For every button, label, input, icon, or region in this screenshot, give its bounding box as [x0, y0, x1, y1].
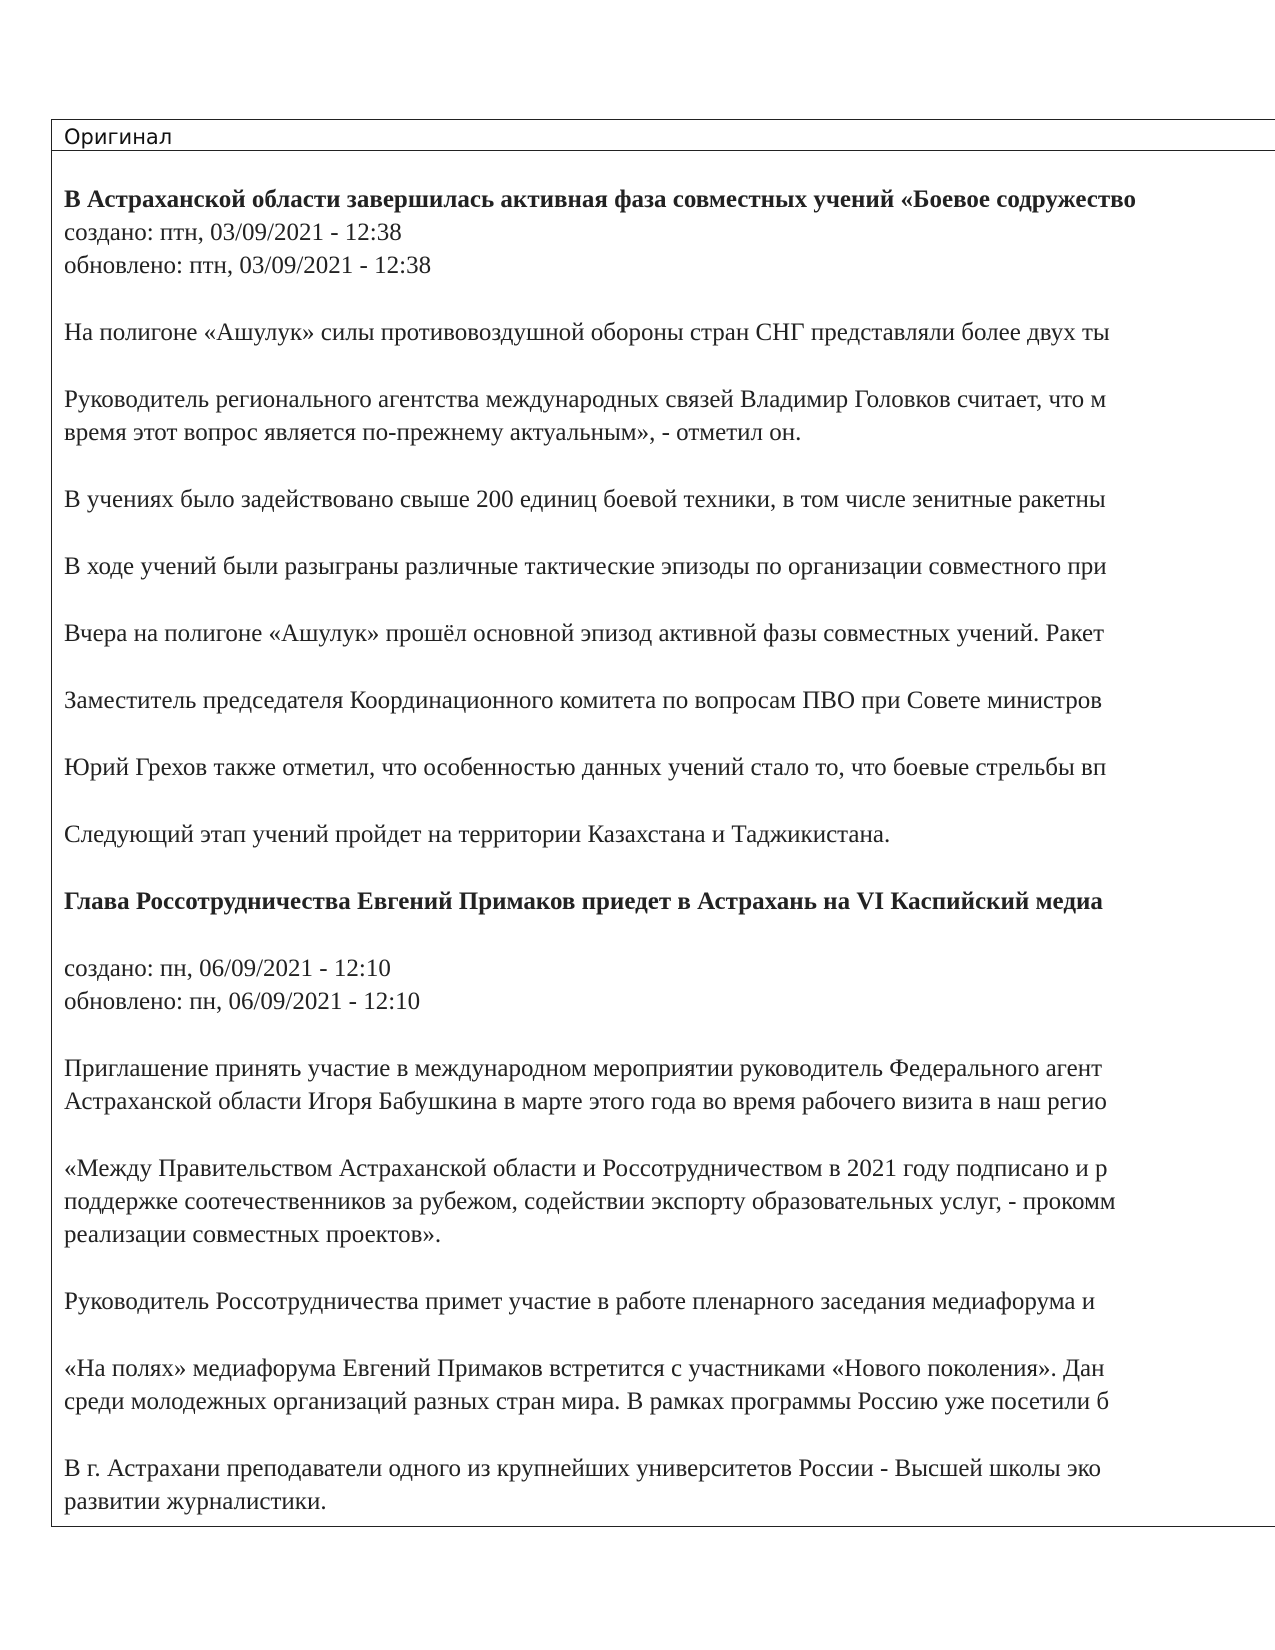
- article-1-paragraph: В учениях было задействовано свыше 200 единиц боевой техники, в том числе зенитные ракетны: [64, 486, 1106, 513]
- article-2-paragraph: «На полях» медиафорума Евгений Примаков встретится с участниками «Нового поколения». Дан среди молодежных организаций разных стран мира. В рамках программы Россию уже посетили б: [64, 1355, 1110, 1415]
- article-1-paragraph: Юрий Грехов также отметил, что особенностью данных учений стало то, что боевые стрельбы вп: [64, 754, 1107, 781]
- document-table: [51, 119, 1275, 1527]
- article-1-paragraph: Следующий этап учений пройдет на территории Казахстана и Таджикистана.: [64, 821, 891, 848]
- article-2-paragraph: Приглашение принять участие в международном мероприятии руководитель Федерального агент Астраханской области Игоря Бабушкина в марте этого года во время рабочего визита в наш регио: [64, 1055, 1107, 1115]
- article-2-paragraph: В г. Астрахани преподаватели одного из крупнейших университетов России - Высшей школы эко развитии журналистики.: [64, 1455, 1101, 1515]
- article-2-created: создано: пн, 06/09/2021 - 12:10: [64, 955, 391, 982]
- article-2-paragraph: Руководитель Россотрудничества примет участие в работе пленарного заседания медиафорума и: [64, 1288, 1096, 1315]
- article-2-paragraph: «Между Правительством Астраханской области и Россотрудничеством в 2021 году подписано и р поддержке соотечественников за рубежом, содействии экспорту образовательных услуг, - прокомм реализации совместных проектов».: [64, 1155, 1116, 1248]
- article-1-paragraph: Заместитель председателя Координационного комитета по вопросам ПВО при Совете министров: [64, 687, 1103, 714]
- article-1-paragraph: Вчера на полигоне «Ашулук» прошёл основной эпизод активной фазы совместных учений. Ракет: [64, 620, 1105, 647]
- article-2-title: Глава Россотрудничества Евгений Примаков приедет в Астрахань на VI Каспийский медиа: [64, 888, 1103, 915]
- article-1-updated: обновлено: птн, 03/09/2021 - 12:38: [64, 252, 432, 279]
- table-header-cell: [52, 120, 1275, 151]
- article-1-created: создано: птн, 03/09/2021 - 12:38: [64, 219, 402, 246]
- header-label: Оригинал: [64, 125, 173, 149]
- article-1-paragraph: В ходе учений были разыграны различные тактические эпизоды по организации совместного при: [64, 553, 1107, 580]
- article-2-updated: обновлено: пн, 06/09/2021 - 12:10: [64, 988, 421, 1015]
- article-1-title: В Астраханской области завершилась активная фаза совместных учений «Боевое содружество: [64, 186, 1136, 213]
- article-1-paragraph: На полигоне «Ашулук» силы противовоздушной обороны стран СНГ представляли более двух ты: [64, 319, 1110, 346]
- article-1-paragraph: Руководитель регионального агентства международных связей Владимир Головков считает, что м время этот вопрос является по-прежнему актуальным», - отметил он.: [64, 386, 1107, 446]
- table-body-cell: [52, 151, 1275, 1526]
